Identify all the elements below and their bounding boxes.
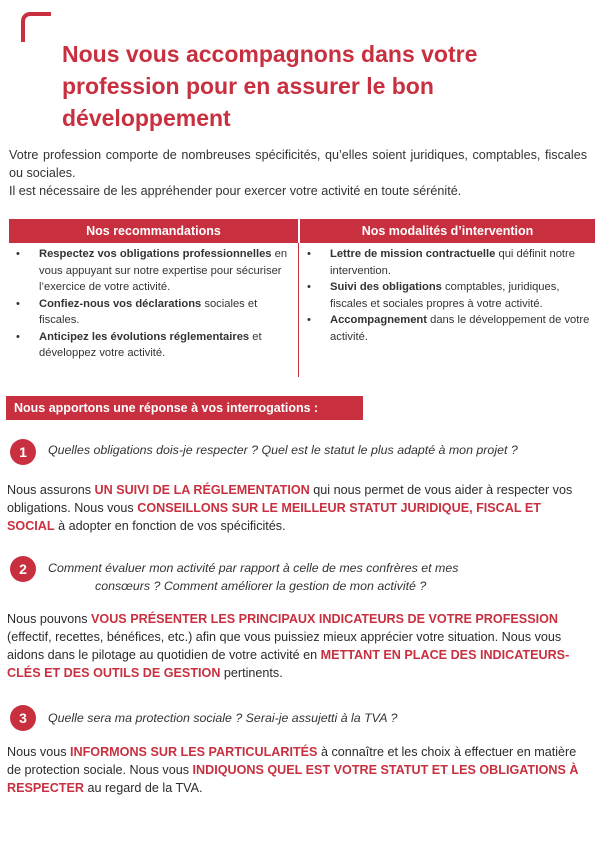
- corner-bracket-decoration: [21, 12, 51, 42]
- intervention-header: Nos modalités d’intervention: [300, 219, 595, 243]
- answer-text: (effectif, recettes, bénéfices, etc.) afin que vous puissiez mieux apprécier votre situation. Nous vous aidons dans le pilotage au quotidien de votre activité en: [7, 630, 562, 662]
- item-text: sociales et fiscales.: [39, 297, 258, 326]
- item-bold: Accompagnement: [330, 314, 427, 326]
- answer-2: [7, 610, 585, 682]
- highlight-text: METTANT EN PLACE DES INDICATEURS-CLÉS ET DES OUTILS DE GESTION: [7, 648, 570, 680]
- question-3: Quelle sera ma protection sociale ? Serai-je assujetti à la TVA ?: [48, 711, 398, 725]
- list-item: [300, 246, 592, 279]
- answer-text: Nous vous: [7, 745, 70, 759]
- list-item: [9, 296, 289, 329]
- highlight-text: INFORMONS SUR LES PARTICULARITÉS: [70, 745, 318, 759]
- answer-text: pertinents.: [220, 666, 283, 680]
- highlight-text: VOUS PRÉSENTER LES PRINCIPAUX INDICATEURS DE VOTRE PROFESSION: [91, 612, 558, 626]
- panels-section: [9, 219, 595, 377]
- recommendations-list: [9, 246, 289, 362]
- item-bold: Respectez vos obligations professionnelles: [39, 248, 272, 260]
- intro-paragraph-1: Votre profession comporte de nombreuses spécificités, qu’elles soient juridiques, comptables, fiscales ou sociales.: [9, 148, 587, 180]
- number-badge-2: 2: [10, 556, 36, 582]
- highlight-text: UN SUIVI DE LA RÉGLEMENTATION: [94, 483, 310, 497]
- page-title: Nous vous accompagnons dans votre profession pour en assurer le bon développement: [62, 41, 478, 131]
- item-text: et développez votre activité.: [39, 330, 262, 359]
- answer-text: à connaître et les choix à effectuer en matière de protection sociale. Nous vous: [7, 745, 577, 777]
- intro-paragraph-2: Il est nécessaire de les appréhender pour exercer votre activité en toute sérénité.: [9, 184, 462, 198]
- list-item: [300, 279, 592, 312]
- intervention-list: [300, 246, 592, 345]
- answers-banner: Nous apportons une réponse à vos interrogations :: [6, 396, 363, 420]
- item-text: qui définit notre intervention.: [330, 248, 575, 277]
- answer-text: qui nous permet de vous aider à respecter vos obligations. Nous vous: [7, 483, 573, 515]
- answer-1: [7, 481, 585, 535]
- question-2-line-2: consœurs ? Comment améliorer la gestion de mon activité ?: [95, 579, 427, 593]
- number-badge-1: 1: [10, 439, 36, 465]
- answer-text: Nous pouvons: [7, 612, 92, 626]
- item-bold: Suivi des obligations: [330, 281, 442, 293]
- answer-3: [7, 743, 585, 797]
- item-bold: Anticipez les évolutions réglementaires: [39, 330, 250, 343]
- question-1: Quelles obligations dois-je respecter ? Quel est le statut le plus adapté à mon projet ?: [48, 443, 518, 457]
- item-text: comptables, juridiques, fiscales et sociales propres à votre activité.: [330, 281, 560, 310]
- answer-text: Nous assurons: [7, 483, 95, 497]
- item-text: en vous appuyant sur notre expertise pour sécuriser l’exercice de votre activité.: [39, 248, 288, 293]
- column-divider: [298, 243, 299, 377]
- highlight-text: CONSEILLONS SUR LE MEILLEUR STATUT JURIDIQUE, FISCAL ET SOCIAL: [7, 501, 541, 533]
- list-item: [9, 246, 289, 296]
- answer-text: au regard de la TVA.: [83, 781, 203, 795]
- item-bold: Lettre de mission contractuelle: [330, 248, 496, 260]
- list-item: [300, 312, 592, 345]
- intro-text: [9, 146, 587, 200]
- item-bold: Confiez-nous vos déclarations: [39, 297, 202, 310]
- list-item: [9, 329, 289, 362]
- highlight-text: INDIQUONS QUEL EST VOTRE STATUT ET LES OBLIGATIONS À RESPECTER: [7, 763, 579, 795]
- question-2-line-1: Comment évaluer mon activité par rapport à celle de mes confrères et mes: [48, 561, 459, 575]
- item-text: dans le développement de votre activité.: [330, 314, 590, 343]
- number-badge-3: 3: [10, 705, 36, 731]
- recommendations-header: Nos recommandations: [9, 219, 298, 243]
- answer-text: à adopter en fonction de vos spécificités.: [54, 519, 286, 533]
